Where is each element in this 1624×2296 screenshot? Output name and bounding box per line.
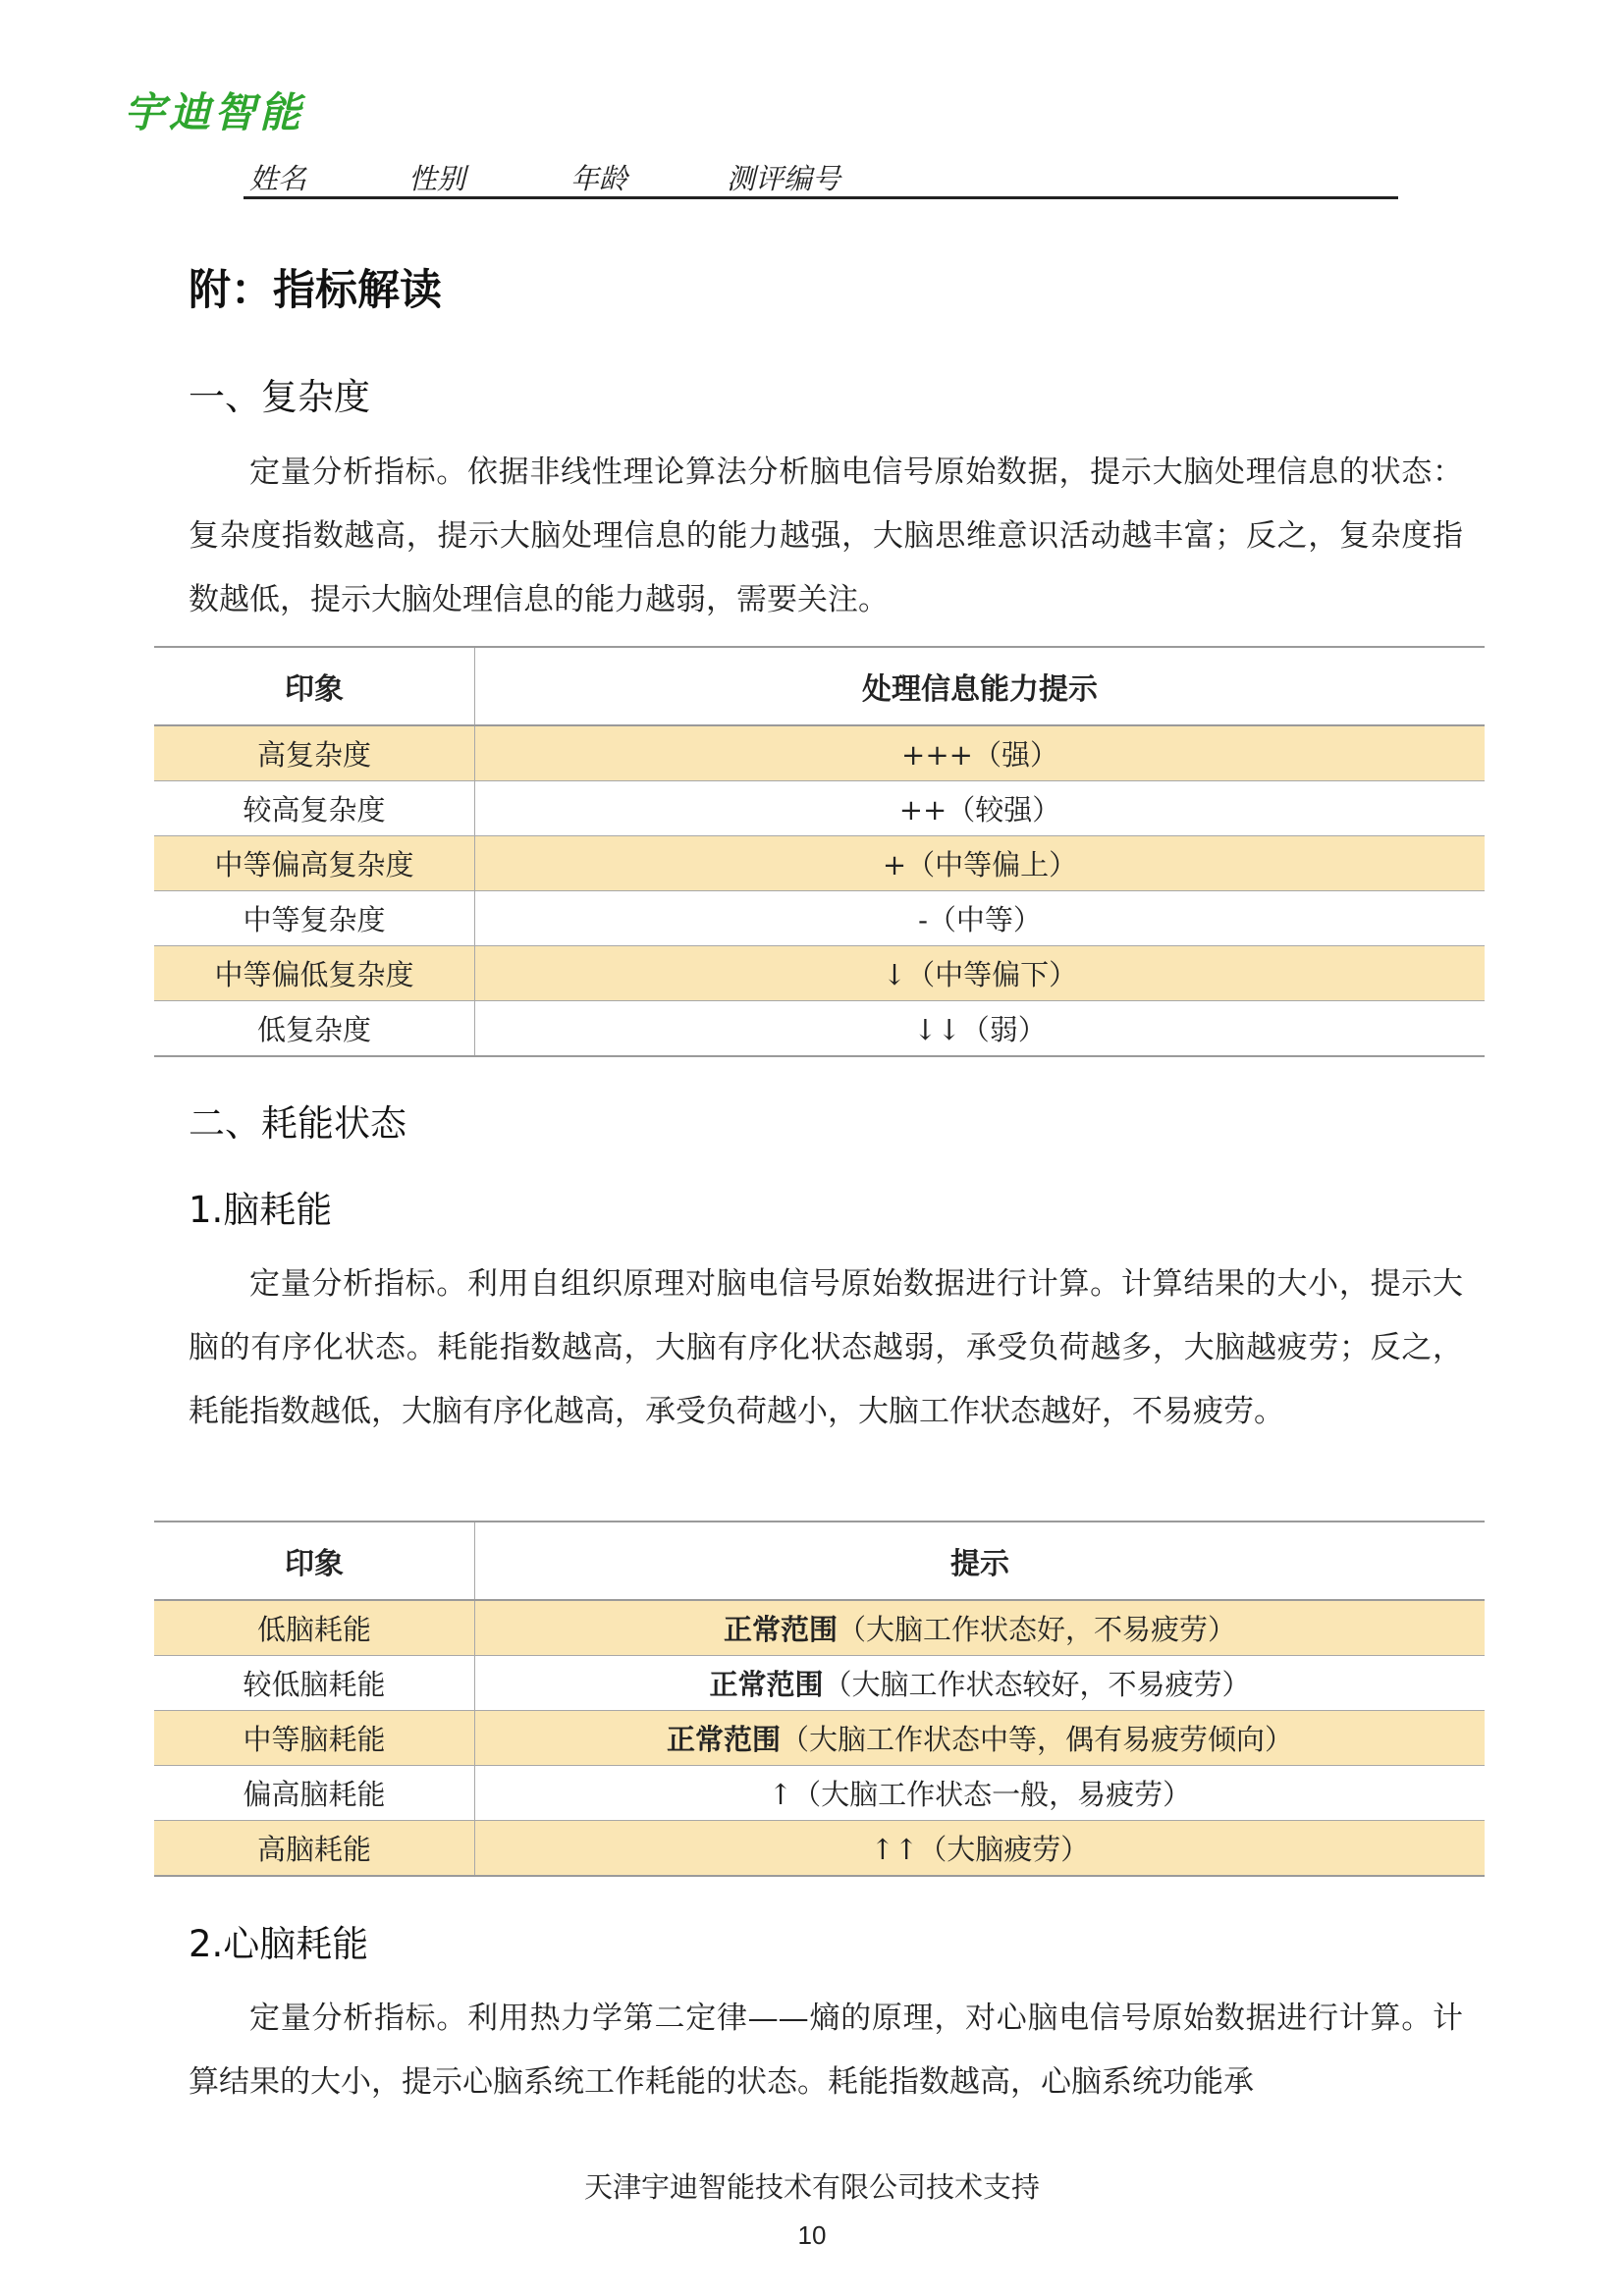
impression-cell: 高复杂度	[154, 725, 475, 781]
hint-text: （大脑工作状态较好，不易疲劳）	[823, 1668, 1251, 1701]
hint-cell: +（中等偏上）	[475, 836, 1486, 891]
impression-cell: 偏高脑耗能	[154, 1766, 475, 1821]
hint-text: （大脑工作状态中等，偶有易疲劳倾向）	[781, 1723, 1294, 1756]
brain-energy-description: 定量分析指标。利用自组织原理对脑电信号原始数据进行计算。计算结果的大小，提示大脑的有序化状态。耗能指数越高，大脑有序化状态越弱，承受负荷越多，大脑越疲劳；反之，耗能指数越低，大脑有序化越高，承受负荷越小，大脑工作状态越好，不易疲劳。	[189, 1266, 1463, 1429]
table-row	[154, 1001, 1485, 1057]
hint-cell	[475, 1711, 1486, 1766]
impression-cell: 高脑耗能	[154, 1821, 475, 1877]
hint-text: ↑（大脑工作状态一般，易疲劳）	[768, 1778, 1192, 1811]
hint-cell: +++（强）	[475, 725, 1486, 781]
table-row	[154, 891, 1485, 946]
heart-brain-energy-heading: 2.心脑耗能	[189, 1923, 369, 1965]
table-row	[154, 1600, 1485, 1656]
impression-cell: 较高复杂度	[154, 781, 475, 836]
hint-cell	[475, 1600, 1486, 1656]
section-energy-heading: 二、耗能状态	[189, 1102, 406, 1145]
impression-cell: 中等偏高复杂度	[154, 836, 475, 891]
impression-cell: 较低脑耗能	[154, 1656, 475, 1711]
table-row	[154, 1766, 1485, 1821]
normal-range-label: 正常范围	[723, 1613, 838, 1646]
patient-info-header	[244, 155, 1398, 199]
heart-brain-energy-description: 定量分析指标。利用热力学第二定律——熵的原理，对心脑电信号原始数据进行计算。计算结果的大小，提示心脑系统工作耗能的状态。耗能指数越高，心脑系统功能承	[189, 2001, 1463, 2100]
hint-cell	[475, 1656, 1486, 1711]
table-header: 印象	[154, 647, 475, 725]
table-row	[154, 1711, 1485, 1766]
brain-energy-heading: 1.脑耗能	[189, 1189, 333, 1231]
brain-energy-table	[154, 1521, 1485, 1877]
complexity-table	[154, 646, 1485, 1057]
table-header: 提示	[475, 1522, 1486, 1600]
normal-range-label: 正常范围	[666, 1723, 781, 1756]
normal-range-label: 正常范围	[709, 1668, 824, 1701]
hint-text: （大脑工作状态好，不易疲劳）	[838, 1613, 1237, 1646]
impression-cell: 中等复杂度	[154, 891, 475, 946]
table-row	[154, 781, 1485, 836]
test-id-label: 测评编号	[727, 162, 841, 195]
impression-cell: 中等偏低复杂度	[154, 946, 475, 1001]
table-row	[154, 725, 1485, 781]
hint-text: ↑↑（大脑疲劳）	[870, 1833, 1090, 1866]
hint-cell	[475, 1766, 1486, 1821]
section-complexity-heading: 一、复杂度	[189, 376, 370, 418]
table-header: 处理信息能力提示	[475, 647, 1486, 725]
age-label: 年龄	[570, 162, 628, 195]
company-logo: 宇迪智能	[124, 88, 305, 136]
table-row	[154, 836, 1485, 891]
impression-cell: 中等脑耗能	[154, 1711, 475, 1766]
table-row	[154, 946, 1485, 1001]
hint-cell: ↓↓（弱）	[475, 1001, 1486, 1057]
table-row	[154, 1656, 1485, 1711]
table-header: 印象	[154, 1522, 475, 1600]
hint-cell: ↓（中等偏下）	[475, 946, 1486, 1001]
gender-label: 性别	[408, 162, 466, 195]
impression-cell: 低复杂度	[154, 1001, 475, 1057]
hint-cell: -（中等）	[475, 891, 1486, 946]
table-row	[154, 1821, 1485, 1877]
footer-company: 天津宇迪智能技术有限公司技术支持	[583, 2170, 1040, 2204]
hint-cell: ++（较强）	[475, 781, 1486, 836]
hint-cell	[475, 1821, 1486, 1877]
page-number: 10	[797, 2220, 827, 2250]
name-label: 姓名	[249, 162, 307, 195]
complexity-description: 定量分析指标。依据非线性理论算法分析脑电信号原始数据，提示大脑处理信息的状态：复杂度指数越高，提示大脑处理信息的能力越强，大脑思维意识活动越丰富；反之，复杂度指数越低，提示大脑处理信息的能力越弱，需要关注。	[189, 454, 1463, 617]
page-title: 附：指标解读	[189, 266, 442, 315]
impression-cell: 低脑耗能	[154, 1600, 475, 1656]
